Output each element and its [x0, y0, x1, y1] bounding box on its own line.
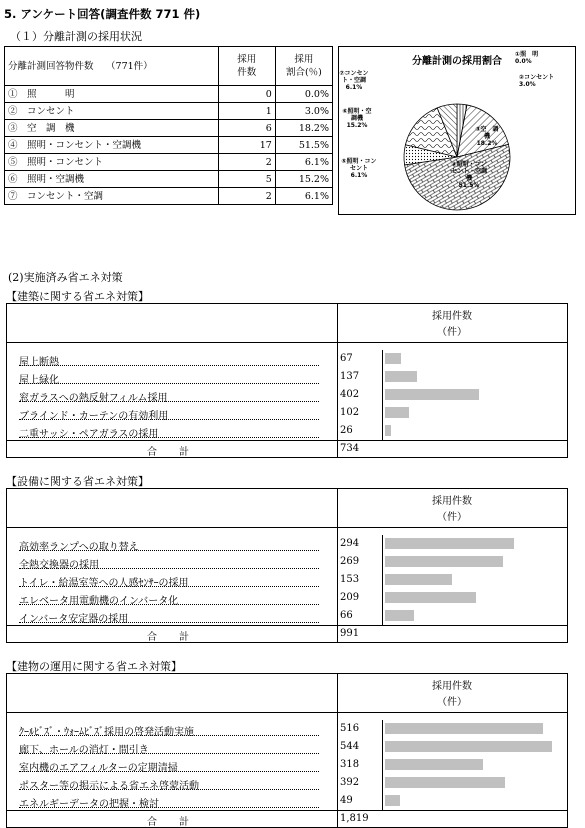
- row-divider: [19, 735, 319, 736]
- pie-chart-box: [338, 46, 576, 215]
- column-divider: [382, 422, 383, 440]
- measure-row: [7, 386, 567, 404]
- measure-value: 49: [340, 795, 353, 806]
- measure-value: 402: [340, 389, 360, 400]
- pie-label: ⑦コンセン: [339, 70, 369, 77]
- measure-label: エレベータ用電動機のインバータ化: [19, 596, 179, 607]
- measures-table: [6, 488, 568, 643]
- column-divider: [382, 386, 383, 404]
- measure-bar: [385, 741, 552, 752]
- measure-bar: [385, 592, 476, 603]
- pie-label: 機: [483, 133, 491, 140]
- measure-row: [7, 368, 567, 386]
- header-adopt: [218, 47, 275, 86]
- measure-value: 516: [340, 723, 360, 734]
- page-title: 5. アンケート回答(調査件数 771 件): [4, 7, 201, 21]
- total-row: [7, 625, 567, 643]
- measure-bar: [385, 353, 401, 364]
- count-caption: 採用件数: [432, 681, 472, 692]
- measure-bar: [385, 795, 400, 806]
- column-divider: [337, 350, 338, 368]
- adoption-row-count: 6: [218, 120, 275, 137]
- header-rate-line1: 採用: [294, 54, 314, 65]
- column-divider: [382, 774, 383, 792]
- measure-row: [7, 792, 567, 810]
- row-divider: [19, 771, 319, 772]
- column-divider: [382, 756, 383, 774]
- adoption-row: [5, 154, 333, 171]
- row-divider: [19, 437, 319, 438]
- total-value: 1,819: [340, 813, 369, 824]
- adoption-row-rate: 18.2%: [275, 120, 332, 137]
- measure-label: 高効率ランプへの取り替え: [19, 542, 139, 553]
- measure-bar: [385, 389, 479, 400]
- measure-row: [7, 720, 567, 738]
- row-divider: [19, 365, 319, 366]
- column-divider: [382, 720, 383, 738]
- measure-label: エネルギーデータの把握・検討: [19, 799, 159, 810]
- row-divider: [19, 550, 319, 551]
- total-value: 734: [340, 443, 360, 454]
- measure-row: [7, 553, 567, 571]
- pie-label: 15.2%: [346, 122, 368, 129]
- column-divider: [337, 386, 338, 404]
- unit-caption: （件）: [437, 697, 467, 708]
- pie-label: ①照 明: [515, 51, 539, 58]
- block-heading: 【建築に関する省エネ対策】: [6, 290, 149, 303]
- total-label: 合計: [147, 817, 211, 828]
- column-divider: [382, 404, 383, 422]
- total-row: [7, 440, 567, 458]
- measure-value: 209: [340, 592, 360, 603]
- adoption-row: [5, 86, 333, 103]
- spacer-row: [7, 342, 567, 350]
- row-divider: [19, 753, 319, 754]
- column-divider: [337, 553, 338, 571]
- column-divider: [382, 553, 383, 571]
- measure-bar: [385, 538, 514, 549]
- row-divider: [19, 604, 319, 605]
- measure-value: 318: [340, 759, 360, 770]
- measure-bar: [385, 371, 417, 382]
- row-divider: [19, 419, 319, 420]
- column-divider: [382, 368, 383, 386]
- count-caption: 採用件数: [432, 496, 472, 507]
- column-divider: [337, 589, 338, 607]
- measure-value: 26: [340, 425, 353, 436]
- measure-row: [7, 607, 567, 625]
- measure-bar: [385, 556, 503, 567]
- measures-header: [7, 304, 567, 343]
- column-divider: [382, 589, 383, 607]
- header-adopt-line1: 採用: [237, 54, 257, 65]
- adoption-row: [5, 188, 333, 205]
- column-divider: [337, 626, 338, 643]
- measure-label: 屋上断熱: [19, 357, 59, 368]
- section2-heading: (2)実施済み省エネ対策: [8, 271, 123, 284]
- column-divider: [337, 792, 338, 810]
- measure-label: 廊下、ホールの消灯・間引き: [19, 745, 149, 756]
- adoption-row-rate: 51.5%: [275, 137, 332, 154]
- header-adopt-line2: 件数: [237, 67, 257, 78]
- header-label: [5, 47, 219, 86]
- row-divider: [19, 622, 319, 623]
- measure-label: 室内機のエアフィルターの定期清掃: [19, 763, 178, 774]
- header-label-text: 分離計測回答物件数: [8, 60, 94, 72]
- column-divider: [337, 774, 338, 792]
- measure-value: 153: [340, 574, 360, 585]
- pie-chart: [339, 47, 575, 214]
- adoption-row-count: 2: [218, 188, 275, 205]
- measure-row: [7, 422, 567, 440]
- column-divider: [337, 404, 338, 422]
- measure-row: [7, 756, 567, 774]
- measure-value: 269: [340, 556, 360, 567]
- adoption-row-rate: 6.1%: [275, 154, 332, 171]
- pie-label: 18.2%: [476, 140, 498, 147]
- total-row: [7, 810, 567, 828]
- measure-label: 屋上緑化: [19, 375, 59, 386]
- column-divider: [382, 792, 383, 810]
- adoption-row: [5, 120, 333, 137]
- header-rate: [275, 47, 332, 86]
- column-divider: [337, 368, 338, 386]
- adoption-row: [5, 103, 333, 120]
- column-divider: [337, 756, 338, 774]
- block-heading: 【設備に関する省エネ対策】: [6, 475, 149, 488]
- measure-row: [7, 738, 567, 756]
- pie-label: ⑤照明・コン: [341, 158, 377, 165]
- measure-row: [7, 774, 567, 792]
- measure-value: 66: [340, 610, 353, 621]
- measure-bar: [385, 610, 414, 621]
- measure-label: ブラインド・カーテンの有効利用: [19, 411, 169, 422]
- adoption-row-label: ④ 照明・コンセント・空調機: [5, 137, 219, 154]
- pie-label: 51.5%: [458, 182, 480, 189]
- adoption-row-label: ⑦ コンセント・空調: [5, 188, 219, 205]
- section1-heading: （１）分離計測の採用状況: [10, 30, 142, 43]
- measure-row: [7, 535, 567, 553]
- adoption-row-count: 17: [218, 137, 275, 154]
- row-divider: [19, 807, 319, 808]
- adoption-row: [5, 137, 333, 154]
- measure-bar: [385, 574, 452, 585]
- adoption-row-label: ② コンセント: [5, 103, 219, 120]
- pie-label: 機: [465, 175, 473, 182]
- total-label: 合計: [147, 632, 211, 643]
- measure-row: [7, 571, 567, 589]
- measure-bar: [385, 777, 505, 788]
- row-divider: [19, 401, 319, 402]
- pie-label: セント: [349, 165, 369, 172]
- measures-table: [6, 303, 568, 458]
- measure-row: [7, 589, 567, 607]
- column-divider: [337, 422, 338, 440]
- measure-label: トイレ・給湯室等への人感ｾﾝｻｰの採用: [19, 578, 189, 589]
- header-count-text: （771件）: [106, 60, 153, 72]
- measure-label: 二重サッシ・ペアガラスの採用: [19, 429, 159, 440]
- adoption-row-rate: 3.0%: [275, 103, 332, 120]
- column-divider: [337, 342, 338, 350]
- column-divider: [337, 811, 338, 828]
- column-divider: [337, 441, 338, 458]
- pie-title: 分離計測の採用割合: [412, 56, 502, 67]
- spacer-row: [7, 527, 567, 535]
- spacer-row: [7, 712, 567, 720]
- pie-label: 0.0%: [515, 58, 532, 65]
- row-divider: [19, 789, 319, 790]
- column-divider: [337, 712, 338, 720]
- measure-value: 67: [340, 353, 353, 364]
- adoption-row-rate: 15.2%: [275, 171, 332, 188]
- pie-label: ③空 調: [475, 126, 499, 133]
- measure-row: [7, 404, 567, 422]
- measure-label: ポスター等の掲示による省エネ啓蒙活動: [19, 781, 199, 792]
- pie-label: ⑥照明・空: [342, 108, 372, 115]
- measure-value: 392: [340, 777, 360, 788]
- header-rate-line2: 割合(％): [285, 67, 322, 78]
- adoption-row: [5, 171, 333, 188]
- measure-bar: [385, 723, 543, 734]
- pie-label: ④照明・コン: [451, 161, 487, 168]
- column-divider: [337, 738, 338, 756]
- adoption-row-label: ① 照 明: [5, 86, 219, 103]
- block-heading: 【建物の運用に関する省エネ対策】: [6, 660, 182, 673]
- pie-label: 6.1%: [350, 172, 368, 179]
- pie-label: 3.0%: [519, 81, 536, 88]
- measure-bar: [385, 425, 391, 436]
- adoption-table: [4, 46, 333, 205]
- pie-label: ②コンセント: [519, 74, 555, 81]
- total-value: 991: [340, 628, 360, 639]
- measure-bar: [385, 407, 409, 418]
- adoption-row-count: 5: [218, 171, 275, 188]
- adoption-row-count: 2: [218, 154, 275, 171]
- unit-caption: （件）: [437, 327, 467, 338]
- measure-label: ｸｰﾙﾋﾞｽﾞ・ｳｫｰﾑﾋﾞｽﾞ採用の啓発活動実施: [19, 727, 194, 738]
- adoption-row-label: ⑤ 照明・コンセント: [5, 154, 219, 171]
- column-divider: [337, 527, 338, 535]
- column-divider: [337, 720, 338, 738]
- measure-label: 窓ガラスへの熱反射フィルム採用: [19, 393, 168, 404]
- adoption-row-rate: 6.1%: [275, 188, 332, 205]
- adoption-row-label: ③ 空 調 機: [5, 120, 219, 137]
- measures-header: [7, 674, 567, 713]
- column-divider: [382, 350, 383, 368]
- row-divider: [19, 586, 319, 587]
- adoption-row-label: ⑥ 照明・空調機: [5, 171, 219, 188]
- count-caption: 採用件数: [432, 311, 472, 322]
- column-divider: [337, 607, 338, 625]
- pie-label: ト・空調: [341, 77, 367, 84]
- measure-label: 全熱交換器の採用: [19, 560, 99, 571]
- column-divider: [337, 535, 338, 553]
- measures-header: [7, 489, 567, 528]
- column-divider: [382, 571, 383, 589]
- adoption-row-count: 0: [218, 86, 275, 103]
- pie-label: 調機: [350, 115, 364, 122]
- column-divider: [382, 535, 383, 553]
- measure-row: [7, 350, 567, 368]
- column-divider: [382, 607, 383, 625]
- total-label: 合計: [147, 447, 211, 458]
- measures-table: [6, 673, 568, 828]
- measure-value: 294: [340, 538, 360, 549]
- pie-label: セント・空調: [450, 168, 488, 175]
- adoption-row-rate: 0.0%: [275, 86, 332, 103]
- pie-label: 6.1%: [345, 84, 363, 91]
- adoption-row-count: 1: [218, 103, 275, 120]
- measure-label: インバータ安定器の採用: [19, 614, 129, 625]
- unit-caption: （件）: [437, 512, 467, 523]
- row-divider: [19, 383, 319, 384]
- measure-value: 544: [340, 741, 360, 752]
- measure-value: 102: [340, 407, 360, 418]
- row-divider: [19, 568, 319, 569]
- measure-bar: [385, 759, 483, 770]
- measure-value: 137: [340, 371, 360, 382]
- column-divider: [337, 571, 338, 589]
- column-divider: [382, 738, 383, 756]
